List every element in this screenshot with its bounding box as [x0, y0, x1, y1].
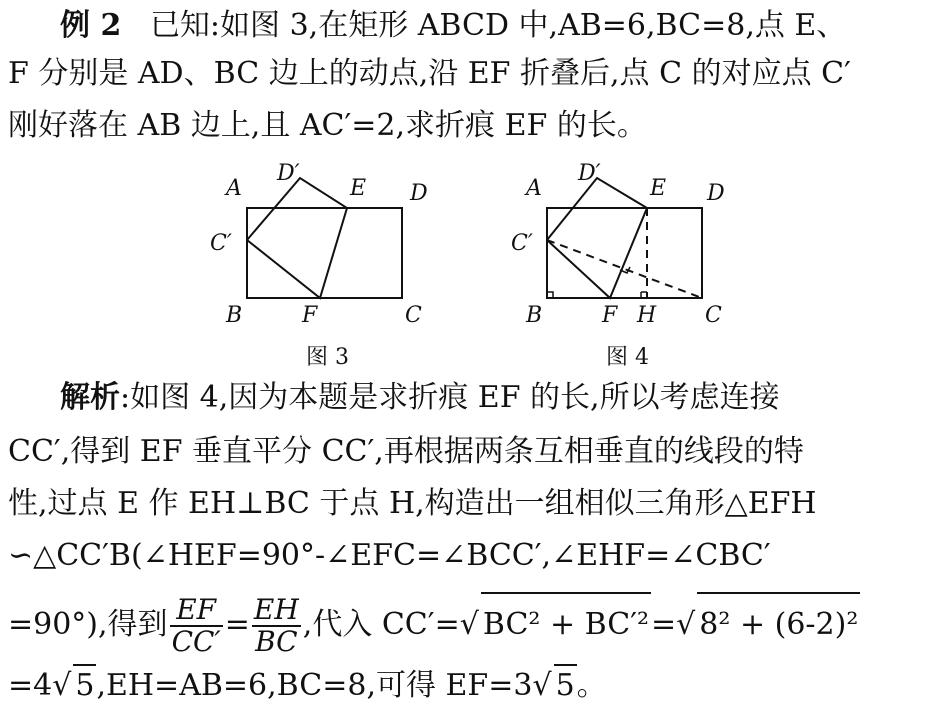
fig3-label-A: A	[226, 176, 242, 201]
equals-sign-2: =	[651, 607, 677, 642]
sqrt-1: BC² + BC′²	[481, 592, 651, 656]
solution-line-4	[8, 536, 771, 576]
fig4-label-Dprime: D′	[578, 161, 601, 186]
figure-4	[547, 178, 702, 298]
fig4-label-D: D	[707, 181, 725, 206]
figure-4-caption: 图 4	[606, 345, 649, 370]
solution-text-6b: ,EH=AB=6,BC=8,可得 EF=3	[96, 668, 533, 703]
problem-text-2: F 分别是 AD、BC 边上的动点,沿 EF 折叠后,点 C 的对应点 C′	[8, 56, 851, 91]
fig4-label-H: H	[637, 303, 657, 328]
fig3-label-Dprime: D′	[277, 161, 300, 186]
sqrt-2: 8² + (6-2)²	[697, 592, 860, 656]
figure-3-labels	[210, 161, 428, 328]
problem-text-3: 刚好落在 AB 边上,且 AC′=2,求折痕 EF 的长。	[8, 108, 647, 143]
solution-text-6c: 。	[576, 668, 607, 703]
figure-3	[247, 178, 402, 298]
fig3-label-E: E	[350, 176, 367, 201]
solution-line-5	[8, 592, 860, 657]
solution-text-5b: ,代入 CC′=	[302, 607, 460, 642]
figure-3-caption: 图 3	[306, 345, 349, 370]
radical-sign-2: √	[676, 607, 696, 642]
solution-line-3	[8, 484, 817, 524]
problem-text-1: 已知:如图 3,在矩形 ABCD 中,AB=6,BC=8,点 E、	[149, 8, 847, 43]
solution-text-3: 性,过点 E 作 EH⊥BC 于点 H,构造出一组相似三角形△EFH	[8, 486, 817, 521]
solution-text-4: ∽△CC′B(∠HEF=90°-∠EFC=∠BCC′,∠EHF=∠CBC′	[8, 538, 771, 573]
solution-line-2	[8, 432, 804, 472]
frac1-denominator: CC′	[171, 625, 221, 658]
frac1-numerator: EF	[170, 595, 223, 627]
fig3-label-D: D	[410, 181, 428, 206]
solution-text-5a: =90°),得到	[8, 607, 168, 642]
fig4-label-F: F	[602, 303, 618, 328]
fig4-label-A: A	[526, 176, 542, 201]
solution-label: 解析	[60, 380, 120, 415]
solution-text-1: :如图 4,因为本题是求折痕 EF 的长,所以考虑连接	[120, 380, 780, 415]
fig3-label-B: B	[226, 303, 243, 328]
radical-sign-1: √	[459, 607, 479, 642]
fraction-eh-bc	[252, 595, 301, 657]
solution-line-6	[8, 664, 607, 706]
fig4-label-B: B	[526, 303, 543, 328]
equals-sign: =	[224, 607, 250, 642]
fig4-fold-shape	[547, 178, 647, 298]
frac2-numerator: EH	[253, 593, 299, 626]
fig3-label-Cprime: C′	[210, 231, 232, 256]
fig3-label-F: F	[302, 303, 318, 328]
fraction-ef-ccprime	[170, 595, 223, 657]
fig3-fold-shape	[247, 178, 347, 298]
solution-line-1	[60, 378, 780, 418]
fig4-label-Cprime: C′	[511, 231, 533, 256]
fig3-label-C: C	[405, 303, 422, 328]
sqrt-4: 5	[554, 664, 577, 706]
fig4-label-C: C	[705, 303, 722, 328]
fig4-label-E: E	[650, 176, 667, 201]
solution-text-2: CC′,得到 EF 垂直平分 CC′,再根据两条互相垂直的线段的特	[8, 434, 804, 469]
radical-sign-4: √	[532, 668, 552, 703]
frac2-denominator: BC	[255, 625, 298, 658]
figure-4-labels	[511, 161, 725, 328]
fig4-CCprime-dashed	[547, 240, 702, 298]
solution-text-6a: =4	[8, 668, 53, 703]
sqrt-3: 5	[73, 664, 96, 706]
problem-label: 例 2	[60, 8, 122, 43]
radical-sign-3: √	[52, 668, 72, 703]
fig4-rectangle	[547, 208, 702, 298]
